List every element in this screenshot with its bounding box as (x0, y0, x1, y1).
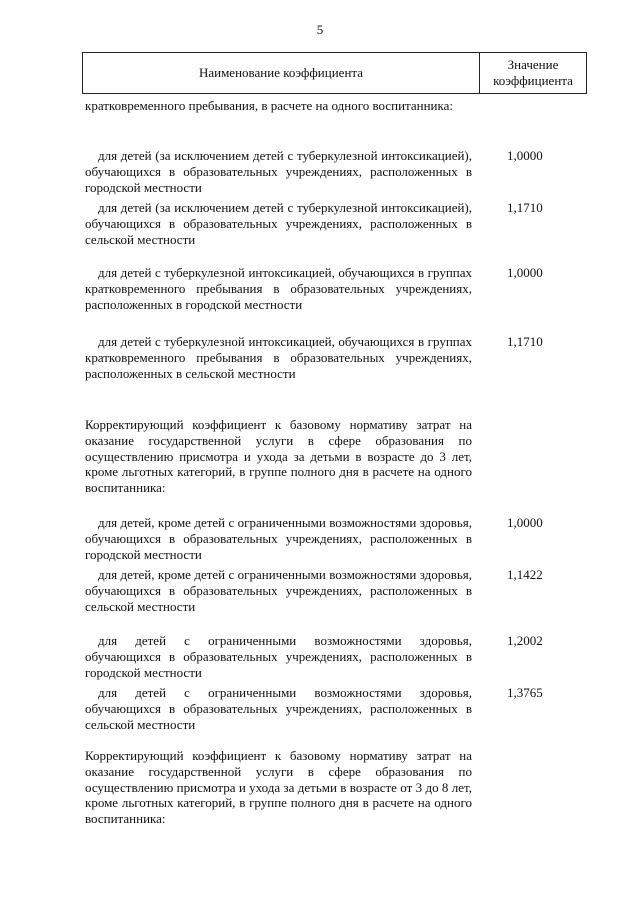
row-value: 1,3765 (507, 685, 543, 700)
row-text: Корректирующий коэффициент к базовому нормативу затрат на оказание государственной услуги в сфере образования по осуществлению присмотра и ухода за детьми в возрасте до 3 лет, кроме льготных категорий, в группе полного дня в расчете на одного воспитанника: (85, 417, 472, 496)
row-text: для детей с ограниченными возможностями здоровья, обучающихся в образовательных учреждениях, расположенных в городской местности (85, 633, 472, 680)
table-header (82, 52, 587, 94)
row-value: 1,1422 (507, 567, 543, 582)
row-text: для детей с ограниченными возможностями здоровья, обучающихся в образовательных учреждениях, расположенных в сельской местности (85, 685, 472, 732)
row-text: для детей (за исключением детей с туберкулезной интоксикацией), обучающихся в образовательных учреждениях, расположенных в сельской местности (85, 200, 472, 247)
row-text: для детей, кроме детей с ограниченными возможностями здоровья, обучающихся в образовательных учреждениях, расположенных в городской местности (85, 515, 472, 562)
row-text: для детей с туберкулезной интоксикацией, обучающихся в группах кратковременного пребывания в образовательных учреждениях, расположенных в сельской местности (85, 334, 472, 381)
row-text: для детей (за исключением детей с туберкулезной интоксикацией), обучающихся в образовательных учреждениях, расположенных в городской местности (85, 148, 472, 195)
header-value-line2: коэффициента (493, 73, 573, 88)
row-text: кратковременного пребывания, в расчете на одного воспитанника: (85, 98, 454, 113)
row-value: 1,0000 (507, 265, 543, 280)
row-text: Корректирующий коэффициент к базовому нормативу затрат на оказание государственной услуги в сфере образования по осуществлению присмотра и ухода за детьми в возрасте от 3 до 8 лет, кроме льготных категорий, в группе полного дня в расчете на одного воспитанника: (85, 748, 472, 827)
row-value: 1,1710 (507, 200, 543, 215)
header-value-column (480, 53, 586, 93)
row-value: 1,2002 (507, 633, 543, 648)
header-name-column: Наименование коэффициента (83, 53, 480, 93)
page-number: 5 (316, 22, 324, 37)
row-value: 1,1710 (507, 334, 543, 349)
row-value: 1,0000 (507, 515, 543, 530)
row-text: для детей, кроме детей с ограниченными возможностями здоровья, обучающихся в образовательных учреждениях, расположенных в сельской местности (85, 567, 472, 614)
header-value-line1: Значение (507, 57, 559, 72)
row-text: для детей с туберкулезной интоксикацией, обучающихся в группах кратковременного пребывания в образовательных учреждениях, расположенных в городской местности (85, 265, 472, 312)
row-value: 1,0000 (507, 148, 543, 163)
